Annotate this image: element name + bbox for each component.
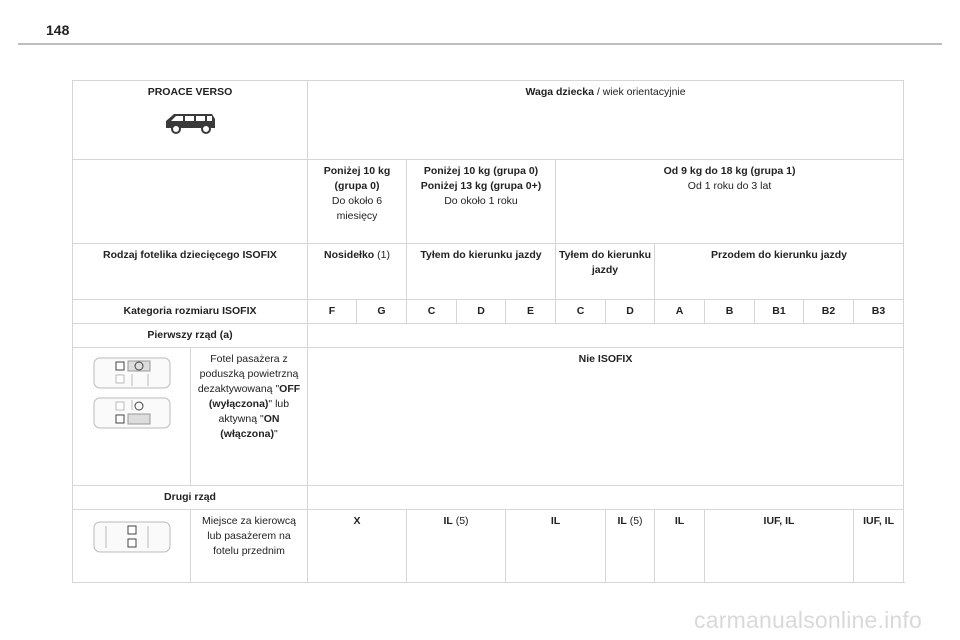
seat-desc-text: " [273, 428, 278, 440]
size-class: C [556, 300, 606, 324]
model-cell [73, 81, 308, 160]
watermark: carmanualsonline.info [694, 607, 922, 633]
second-row-value: IL [506, 510, 606, 583]
size-class: B3 [854, 300, 904, 324]
second-row-value: IL [655, 510, 705, 583]
seat-layout-front-icon [92, 396, 172, 430]
size-class: B2 [804, 300, 854, 324]
group-1-title: Od 9 kg do 18 kg (grupa 1) [663, 165, 796, 177]
size-class: D [606, 300, 655, 324]
type-label: Rodzaj fotelika dziecięcego ISOFIX [73, 244, 308, 300]
group-0-cell [308, 160, 407, 244]
second-row-value-note: (5) [452, 515, 469, 527]
weight-header-rest: / wiek orientacyjnie [593, 86, 686, 98]
second-row-value-main: IL [443, 515, 453, 527]
seat-desc-text: " lub aktywną " [218, 398, 290, 425]
first-row-seat-cell [73, 348, 308, 486]
group-0plus-sub: Do około 1 roku [444, 195, 518, 207]
group-0plus-title-1: Poniżej 10 kg (grupa 0) [423, 165, 539, 177]
second-row-value [606, 510, 655, 583]
seat-diagram-panel [73, 348, 191, 485]
seat-diagram-panel [73, 510, 191, 582]
second-row-seat-cell [73, 510, 308, 583]
second-row-seat-desc: Miejsce za kierowcą lub pasażerem na fotelu przednim [202, 515, 296, 557]
size-class: A [655, 300, 705, 324]
group-0plus-cell [407, 160, 556, 244]
page-number: 148 [46, 22, 70, 38]
model-name: PROACE VERSO [147, 86, 233, 98]
size-class: E [506, 300, 556, 324]
first-row-seat-desc [191, 348, 307, 485]
seat-desc-text: Fotel pasażera z poduszką powietrzną dezaktywowaną " [197, 353, 299, 395]
size-class: F [308, 300, 357, 324]
size-class: G [357, 300, 407, 324]
group-0-sub: Do około 6 miesięcy [331, 195, 383, 222]
seat-on-label: ON (włączona) [220, 413, 280, 440]
isofix-table [72, 80, 904, 583]
group-0-title: Poniżej 10 kg (grupa 0) [323, 165, 391, 192]
seat-off-label: OFF (wyłączona) [208, 383, 301, 410]
first-row-title: Pierwszy rząd (a) [73, 324, 308, 348]
second-row-value-note: (5) [626, 515, 643, 527]
group-1-sub: Od 1 roku do 3 lat [687, 180, 772, 192]
size-label: Kategoria rozmiaru ISOFIX [73, 300, 308, 324]
carrycot-cell [308, 244, 407, 300]
empty-cell [308, 486, 904, 510]
van-icon [162, 110, 218, 136]
weight-header-bold: Waga dziecka [525, 86, 594, 98]
carrycot-note: (1) [374, 249, 390, 261]
rear-facing-2: Tyłem do kierunku jazdy [556, 244, 655, 300]
second-row-value: IUF, IL [854, 510, 904, 583]
forward-facing: Przodem do kierunku jazdy [655, 244, 904, 300]
rear-facing-1: Tyłem do kierunku jazdy [407, 244, 556, 300]
second-row-title: Drugi rząd [73, 486, 308, 510]
size-class: D [457, 300, 506, 324]
group-0plus-title-2: Poniżej 13 kg (grupa 0+) [420, 180, 542, 192]
seat-layout-front-icon [92, 356, 172, 390]
second-row-value: X [308, 510, 407, 583]
second-row-value [407, 510, 506, 583]
seat-layout-rear-icon [92, 520, 172, 554]
empty-cell [73, 160, 308, 244]
second-row-value-main: IL [617, 515, 627, 527]
size-class: C [407, 300, 457, 324]
size-class: B1 [755, 300, 804, 324]
weight-header [308, 81, 904, 160]
second-row-value: IUF, IL [705, 510, 854, 583]
group-1-cell [556, 160, 904, 244]
size-class: B [705, 300, 755, 324]
header-rule [18, 43, 942, 45]
first-row-value: Nie ISOFIX [308, 348, 904, 486]
empty-cell [308, 324, 904, 348]
carrycot-label: Nosidełko [324, 249, 375, 261]
